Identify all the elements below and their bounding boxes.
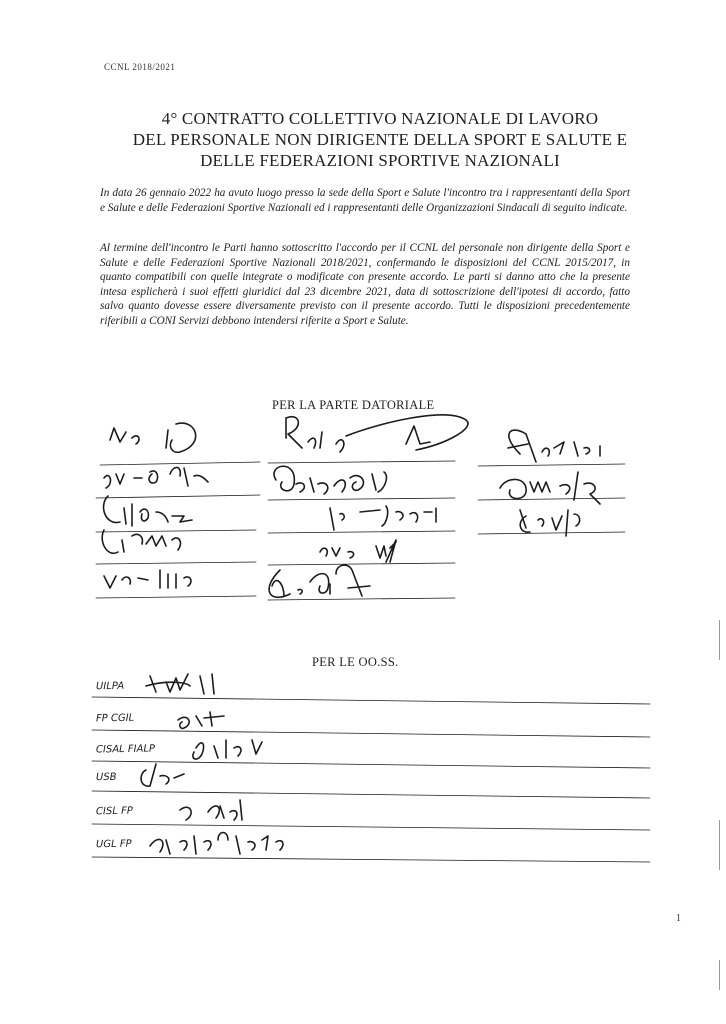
intro-paragraph: In data 26 gennaio 2022 ha avuto luogo presso la sede della Sport e Salute l'incontro tra i rappresentanti della Sport e Salute e delle Federazioni Sportive Nazionali ed i rappresentanti delle Organizzazioni Sindacali di seguito indicate. xyxy=(100,187,630,214)
signature-8 xyxy=(330,506,436,530)
header-reference: CCNL 2018/2021 xyxy=(104,62,176,72)
union-signature-1 xyxy=(146,674,214,694)
agreement-paragraph: Al termine dell'incontro le Parti hanno sottoscritto l'accordo per il CCNL del personale non dirigente della Sport e Salute e delle Federazioni Sportive Nazionali 2018/2021, confermando le disposizioni del CCNL 2015/2017, in quanto compatibili con quelle integrate o modificate con presente accordo. Le parti si danno atto che la presente intesa esplicherà i suoi effetti giuridici dal 23 dicembre 2021, data di sottoscrizione dell'ipotesi di accordo, fatto salvo quanto dovesse essere diversamente previsto con il presente accordo. Tutti le disposizioni precedentemente riferibili a CONI Servizi debbono intendersi riferite a Sport e Salute. xyxy=(100,242,630,327)
union-signature-5 xyxy=(180,800,242,820)
union-label-1: UILPA xyxy=(95,680,125,693)
union-signature-6 xyxy=(150,833,283,855)
union-label-4: USB xyxy=(95,771,117,784)
signature-lines xyxy=(96,461,625,600)
document-title xyxy=(120,108,640,171)
union-signature-4 xyxy=(141,764,184,786)
union-label-2: FP CGIL xyxy=(95,712,135,725)
signature-9 xyxy=(320,540,396,562)
scan-edge-mark-1 xyxy=(719,620,720,660)
union-label-5: CISL FP xyxy=(95,805,133,818)
signature-13 xyxy=(520,510,580,536)
signature-2 xyxy=(104,467,208,488)
signature-3 xyxy=(104,496,192,526)
union-signature-lines xyxy=(92,697,650,862)
unions-section-label: PER LE OO.SS. xyxy=(312,655,399,669)
signature-4 xyxy=(102,530,180,553)
signature-7 xyxy=(274,466,386,494)
employer-section-label: PER LA PARTE DATORIALE xyxy=(272,398,435,412)
title-line-3: DELLE FEDERAZIONI SPORTIVE NAZIONALI xyxy=(200,151,560,170)
scan-edge-mark-3 xyxy=(719,960,720,990)
signature-6 xyxy=(286,415,468,452)
signature-5 xyxy=(104,570,191,588)
page-number: 1 xyxy=(676,913,681,924)
title-line-2: DEL PERSONALE NON DIRIGENTE DELLA SPORT E SALUTE E xyxy=(132,130,628,149)
signature-12 xyxy=(500,472,600,504)
union-label-6: UGL FP xyxy=(95,838,132,851)
title-line-1: 4° CONTRATTO COLLETTIVO NAZIONALE DI LAVORO xyxy=(161,109,599,128)
union-signature-3 xyxy=(193,740,262,759)
signature-10 xyxy=(269,565,370,597)
union-signature-2 xyxy=(178,712,224,728)
scan-edge-mark-2 xyxy=(719,820,720,870)
signature-1 xyxy=(110,423,196,452)
signature-11 xyxy=(508,430,600,462)
union-label-3: CISAL FIALP xyxy=(95,743,156,756)
